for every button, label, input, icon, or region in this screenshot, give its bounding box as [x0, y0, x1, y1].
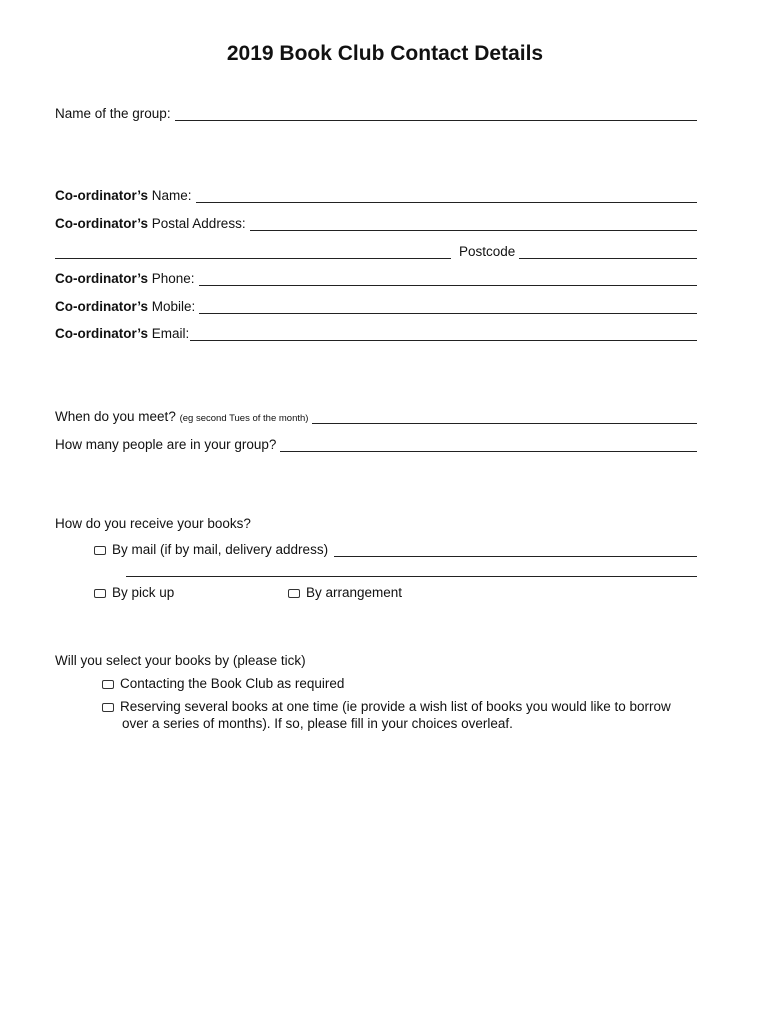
- group-name-row: [55, 103, 697, 121]
- group-size-row: [55, 434, 697, 452]
- by-arrangement-label: By arrangement: [306, 585, 403, 600]
- contact-club-label: Contacting the Book Club as required: [120, 676, 345, 691]
- coordinator-email-label: Email:: [151, 326, 190, 341]
- coordinator-email-field[interactable]: [190, 326, 697, 341]
- coordinator-email-row: [55, 323, 697, 341]
- meeting-when-hint: (eg second Tues of the month): [179, 413, 309, 424]
- select-question: Will you select your books by (please tick): [55, 653, 306, 668]
- group-size-field[interactable]: [280, 437, 697, 452]
- by-pickup-label: By pick up: [112, 585, 175, 600]
- by-mail-label: By mail (if by mail, delivery address): [112, 542, 329, 557]
- select-reserve-option: [102, 699, 671, 714]
- coordinator-name-row: [55, 185, 697, 203]
- coordinator-prefix: Co-ordinator’s: [55, 188, 148, 203]
- group-name-label: Name of the group:: [55, 106, 171, 121]
- receive-mail-row: [94, 539, 697, 557]
- address-line2-field[interactable]: [55, 244, 451, 259]
- coordinator-mobile-label: Mobile:: [151, 299, 196, 314]
- coordinator-address-field[interactable]: [250, 216, 697, 231]
- coordinator-prefix: Co-ordinator’s: [55, 299, 148, 314]
- receive-pickup-option: [94, 585, 174, 600]
- by-arrangement-checkbox[interactable]: [288, 589, 300, 598]
- reserve-books-label-line2: over a series of months). If so, please fill in your choices overleaf.: [122, 716, 513, 731]
- address-postcode-row: [55, 241, 697, 259]
- coordinator-name-label: Name:: [151, 188, 192, 203]
- group-name-field[interactable]: [175, 106, 697, 121]
- receive-question: How do you receive your books?: [55, 516, 251, 531]
- coordinator-name-field[interactable]: [196, 188, 697, 203]
- meeting-when-row: [55, 406, 697, 424]
- coordinator-phone-row: [55, 268, 697, 286]
- group-size-label: How many people are in your group?: [55, 437, 277, 452]
- coordinator-mobile-field[interactable]: [199, 299, 697, 314]
- delivery-address-line2-field[interactable]: [126, 575, 697, 577]
- delivery-address-field[interactable]: [334, 542, 697, 557]
- coordinator-address-row: [55, 213, 697, 231]
- coordinator-phone-label: Phone:: [151, 271, 195, 286]
- coordinator-prefix: Co-ordinator’s: [55, 271, 148, 286]
- select-contact-option: [102, 676, 344, 691]
- contact-club-checkbox[interactable]: [102, 680, 114, 689]
- form-title: 2019 Book Club Contact Details: [226, 42, 544, 65]
- coordinator-phone-field[interactable]: [199, 271, 697, 286]
- meeting-when-label: When do you meet?: [55, 409, 176, 424]
- meeting-when-field[interactable]: [312, 409, 697, 424]
- by-mail-checkbox[interactable]: [94, 546, 106, 555]
- postcode-field[interactable]: [519, 244, 697, 259]
- by-pickup-checkbox[interactable]: [94, 589, 106, 598]
- coordinator-mobile-row: [55, 296, 697, 314]
- receive-arrangement-option: [288, 585, 402, 600]
- reserve-books-checkbox[interactable]: [102, 703, 114, 712]
- coordinator-address-label: Postal Address:: [151, 216, 246, 231]
- coordinator-prefix: Co-ordinator’s: [55, 216, 148, 231]
- coordinator-prefix: Co-ordinator’s: [55, 326, 148, 341]
- reserve-books-label-line1: Reserving several books at one time (ie provide a wish list of books you would like to borrow: [120, 699, 671, 714]
- postcode-label: Postcode: [459, 244, 516, 259]
